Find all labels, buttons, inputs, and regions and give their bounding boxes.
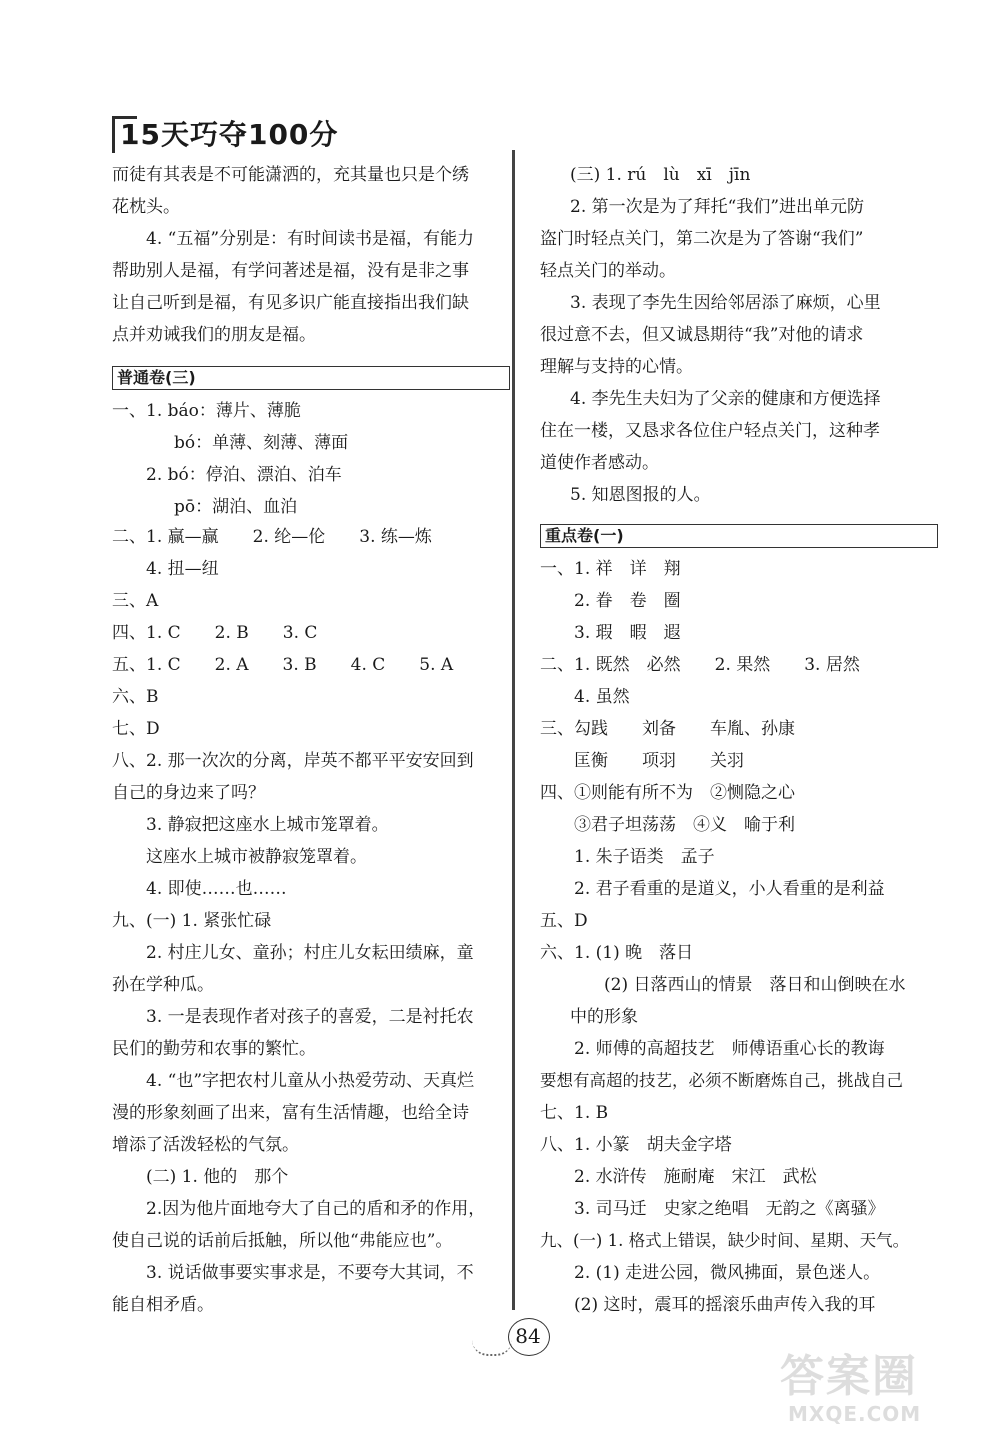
answer-line: 要想有高超的技艺，必须不断磨炼自己，挑战自己 [540, 1071, 903, 1090]
answer-line: 3. 静寂把这座水上城市笼罩着。 [146, 815, 389, 835]
book-brand-header [112, 112, 339, 154]
answer-line: 九、(一) 1. 紧张忙碌 [112, 911, 272, 931]
answer-line: 六、B [112, 687, 159, 707]
section-header-key-1: 重点卷(一) [540, 524, 938, 548]
answer-line: 漫的形象刻画了出来，富有生活情趣，也给全诗 [112, 1103, 469, 1123]
answer-line: (2) 这时，震耳的摇滚乐曲声传入我的耳 [574, 1295, 876, 1315]
answer-line: ③君子坦荡荡 ④义 喻于利 [574, 815, 795, 835]
watermark-url: MXQE.COM [788, 1402, 922, 1426]
text-line: 轻点关门的举动。 [540, 261, 676, 281]
text-line: 3. 表现了李先生因给邻居添了麻烦，心里 [570, 293, 881, 313]
answer-line: 3. 说话做事要实事求是，不要夸大其词，不 [146, 1263, 474, 1283]
text-line: 住在一楼，又恳求各位住户轻点关门，这种孝 [540, 421, 880, 441]
answer-line: 一、1. báo：薄片、薄脆 [112, 401, 301, 421]
answer-line: pō：湖泊、血泊 [174, 497, 298, 517]
answer-line: 使自己说的话前后抵触，所以他“弗能应也”。 [112, 1231, 453, 1251]
answer-line: 八、2. 那一次次的分离，岸英不都平平安安回到 [112, 751, 474, 771]
text-line: 理解与支持的心情。 [540, 357, 693, 377]
answer-line: 三、勾践 刘备 车胤、孙康 [540, 719, 795, 739]
text-line: (三) 1. rú lù xī jīn [570, 165, 751, 185]
answer-line: 这座水上城市被静寂笼罩着。 [146, 847, 367, 867]
answer-line: 2. (1) 走进公园，微风拂面，景色迷人。 [574, 1263, 881, 1283]
text-line: 很过意不去，但又诚恳期待“我”对他的请求 [540, 325, 864, 345]
text-line: 4. “五福”分别是：有时间读书是福，有能力 [146, 229, 475, 249]
text-line: 花枕头。 [112, 197, 180, 217]
text-line: 5. 知恩图报的人。 [570, 485, 711, 505]
answer-line: 3. 司马迁 史家之绝唱 无韵之《离骚》 [574, 1199, 885, 1219]
answer-line: 三、A [112, 591, 159, 611]
text-line: 2. 第一次是为了拜托“我们”进出单元防 [570, 197, 865, 217]
answer-line: 七、1. B [540, 1103, 609, 1123]
answer-line: 4. 扭—纽 [146, 559, 219, 579]
text-line: 点并劝诫我们的朋友是福。 [112, 325, 316, 345]
answer-line: 中的形象 [570, 1007, 638, 1027]
watermark-title: 答案圈 [780, 1351, 918, 1402]
answer-line: 八、1. 小篆 胡夫金字塔 [540, 1135, 732, 1155]
text-line: 4. 李先生夫妇为了父亲的健康和方便选择 [570, 389, 881, 409]
answer-line: 一、1. 祥 详 翔 [540, 559, 681, 579]
answer-line: (2) 日落西山的情景 落日和山倒映在水 [604, 975, 906, 995]
answer-line: 2. bó：停泊、漂泊、泊车 [146, 465, 342, 485]
answer-line: 五、1. C 2. A 3. B 4. C 5. A [112, 655, 454, 675]
answer-line: 2. 君子看重的是道义，小人看重的是利益 [574, 879, 885, 899]
watermark-logo [780, 1340, 980, 1430]
answer-line: 九、(一) 1. 格式上错误，缺少时间、星期、天气。 [540, 1231, 910, 1250]
text-line: 让自己听到是福，有见多识广能直接指出我们缺 [112, 293, 469, 313]
answer-line: 六、1. (1) 晚 落日 [540, 943, 694, 963]
answer-line: 二、1. 赢—赢 2. 纶—伦 3. 练—炼 [112, 527, 432, 547]
answer-line: 1. 朱子语类 孟子 [574, 847, 715, 867]
answer-line: 五、D [540, 911, 588, 931]
section-header-general-3: 普通卷(三) [112, 366, 510, 390]
answer-line: 四、1. C 2. B 3. C [112, 623, 318, 643]
answer-line: bó：单薄、刻薄、薄面 [174, 433, 349, 453]
answer-line: 七、D [112, 719, 160, 739]
answer-line: 3. 一是表现作者对孩子的喜爱，二是衬托农 [146, 1007, 474, 1027]
column-divider [512, 150, 515, 1310]
answer-line: 2. 村庄儿女、童孙；村庄儿女耘田绩麻，童 [146, 943, 474, 963]
answer-line: 孙在学种瓜。 [112, 975, 214, 995]
text-line: 帮助别人是福，有学问著述是福，没有是非之事 [112, 261, 469, 281]
answer-line: 增添了活泼轻松的气氛。 [112, 1135, 299, 1155]
answer-line: 2.因为他片面地夸大了自己的盾和矛的作用， [146, 1199, 486, 1219]
text-line: 道使作者感动。 [540, 453, 659, 473]
answer-line: 4. “也”字把农村儿童从小热爱劳动、天真烂 [146, 1071, 475, 1091]
answer-line: 2. 水浒传 施耐庵 宋江 武松 [574, 1167, 817, 1187]
answer-line: (二) 1. 他的 那个 [146, 1167, 289, 1187]
answer-line: 民们的勤劳和农事的繁忙。 [112, 1039, 316, 1059]
page-number: 84 [515, 1324, 541, 1348]
brand-title: 15天巧夺100分 [120, 118, 339, 151]
answer-line: 二、1. 既然 必然 2. 果然 3. 居然 [540, 655, 860, 675]
text-line: 而徒有其表是不可能潇洒的，充其量也只是个绣 [112, 165, 469, 185]
answer-line: 4. 虽然 [574, 687, 630, 707]
answer-line: 3. 瑕 暇 遐 [574, 623, 681, 643]
text-line: 盗门时轻点关门，第二次是为了答谢“我们” [540, 229, 864, 249]
page-number-badge [500, 1318, 560, 1358]
answer-line: 四、①则能有所不为 ②恻隐之心 [540, 783, 795, 803]
answer-line: 能自相矛盾。 [112, 1295, 214, 1315]
answer-line: 2. 师傅的高超技艺 师傅语重心长的教诲 [574, 1039, 885, 1059]
answer-line: 匡衡 项羽 关羽 [574, 751, 744, 771]
answer-line: 4. 即使……也…… [146, 879, 287, 899]
answer-line: 自己的身边来了吗？ [112, 783, 265, 803]
answer-line: 2. 眷 卷 圈 [574, 591, 681, 611]
